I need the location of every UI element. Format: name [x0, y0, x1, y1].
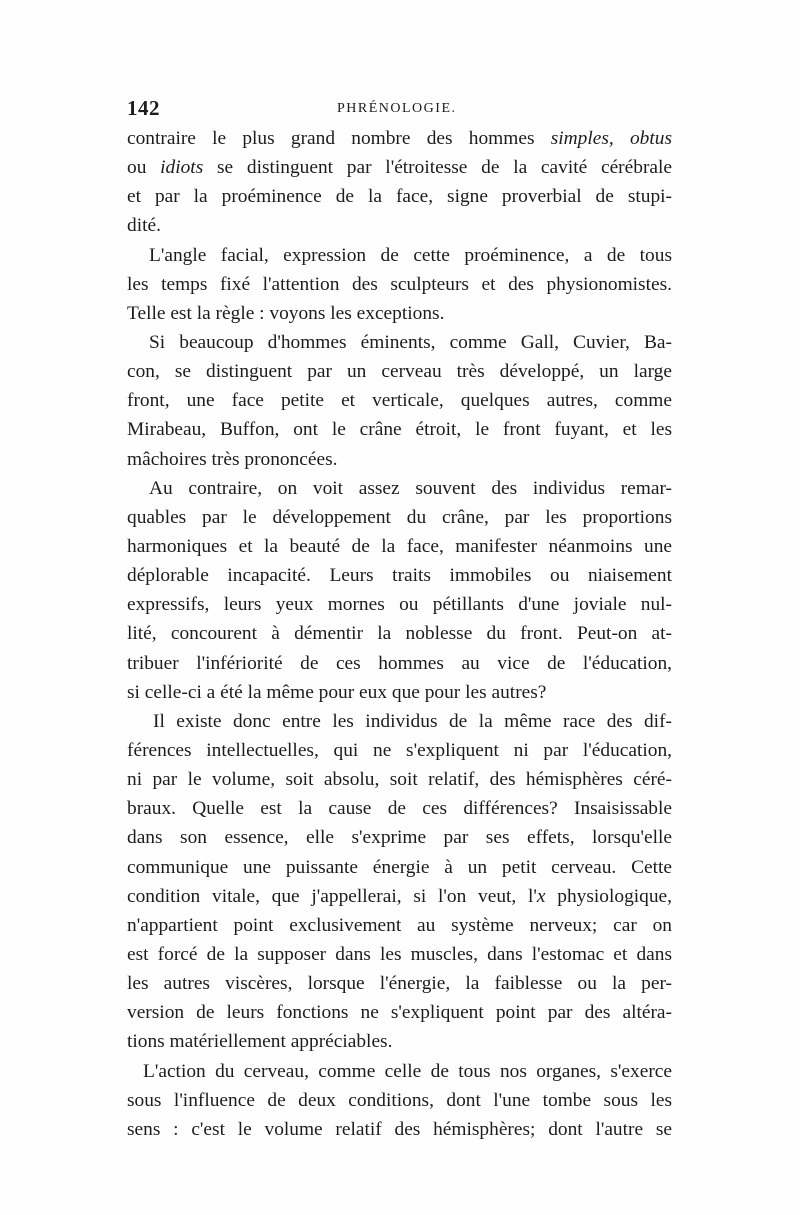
text-line: dans son essence, elle s'exprime par ses effets, lorsqu'elle [127, 827, 672, 849]
text-line: Mirabeau, Buffon, ont le crâne étroit, le front fuyant, et les [127, 419, 672, 441]
text-line: ou idiots se distinguent par l'étroitesse de la cavité cérébrale [127, 157, 672, 179]
text-line: Si beaucoup d'hommes éminents, comme Gall, Cuvier, Ba- [149, 331, 672, 353]
running-title: PHRÉNOLOGIE. [337, 101, 457, 116]
text-line: ni par le volume, soit absolu, soit relatif, des hémisphères céré- [127, 769, 672, 791]
text-line: Telle est la règle : voyons les exceptions. [127, 302, 445, 324]
text-line: tions matériellement appréciables. [127, 1031, 393, 1053]
text-line: communique une puissante énergie à un petit cerveau. Cette [127, 856, 672, 878]
body-text [127, 124, 672, 1144]
text-line: L'action du cerveau, comme celle de tous nos organes, s'exerce [143, 1060, 672, 1082]
text-line: L'angle facial, expression de cette proéminence, a de tous [149, 244, 672, 266]
text-line: braux. Quelle est la cause de ces différences? Insaisissable [127, 798, 672, 820]
page-number: 142 [127, 96, 160, 120]
text-line: con, se distinguent par un cerveau très développé, un large [127, 361, 672, 383]
text-line: est forcé de la supposer dans les muscles, dans l'estomac et dans [127, 943, 672, 965]
text-line: férences intellectuelles, qui ne s'expliquent ni par l'éducation, [127, 739, 672, 761]
text-line: si celle-ci a été la même pour eux que pour les autres? [127, 681, 547, 703]
text-line: sens : c'est le volume relatif des hémisphères; dont l'autre se [127, 1118, 672, 1140]
text-line: et par la proéminence de la face, signe proverbial de stupi- [127, 186, 672, 208]
text-line: front, une face petite et verticale, quelques autres, comme [127, 390, 672, 412]
text-line: sous l'influence de deux conditions, dont l'une tombe sous les [127, 1089, 672, 1111]
text-line: n'appartient point exclusivement au système nerveux; car on [127, 914, 672, 936]
text-line: Il existe donc entre les individus de la même race des dif- [153, 710, 672, 732]
text-line: harmoniques et la beauté de la face, manifester néanmoins une [127, 535, 672, 557]
text-line: expressifs, leurs yeux mornes ou pétillants d'une joviale nul- [127, 594, 672, 616]
text-line: tribuer l'infériorité de ces hommes au vice de l'éducation, [127, 652, 672, 674]
text-line: les temps fixé l'attention des sculpteurs et des physionomistes. [127, 273, 672, 295]
text-line: condition vitale, que j'appellerai, si l'on veut, l'x physiologique, [127, 885, 673, 907]
text-line: dité. [127, 215, 161, 237]
text-line: contraire le plus grand nombre des hommes simples, obtus [127, 128, 672, 149]
text-line: les autres viscères, lorsque l'énergie, la faiblesse ou la per- [127, 973, 672, 995]
text-line: quables par le développement du crâne, par les proportions [127, 506, 672, 528]
text-line: mâchoires très prononcées. [127, 448, 338, 470]
text-line: lité, concourent à démentir la noblesse du front. Peut-on at- [127, 623, 672, 645]
text-line: Au contraire, on voit assez souvent des individus remar- [149, 477, 672, 499]
text-line: déplorable incapacité. Leurs traits immobiles ou niaisement [127, 565, 672, 587]
text-line: version de leurs fonctions ne s'expliquent point par des altéra- [127, 1002, 672, 1024]
page-header [127, 94, 672, 124]
